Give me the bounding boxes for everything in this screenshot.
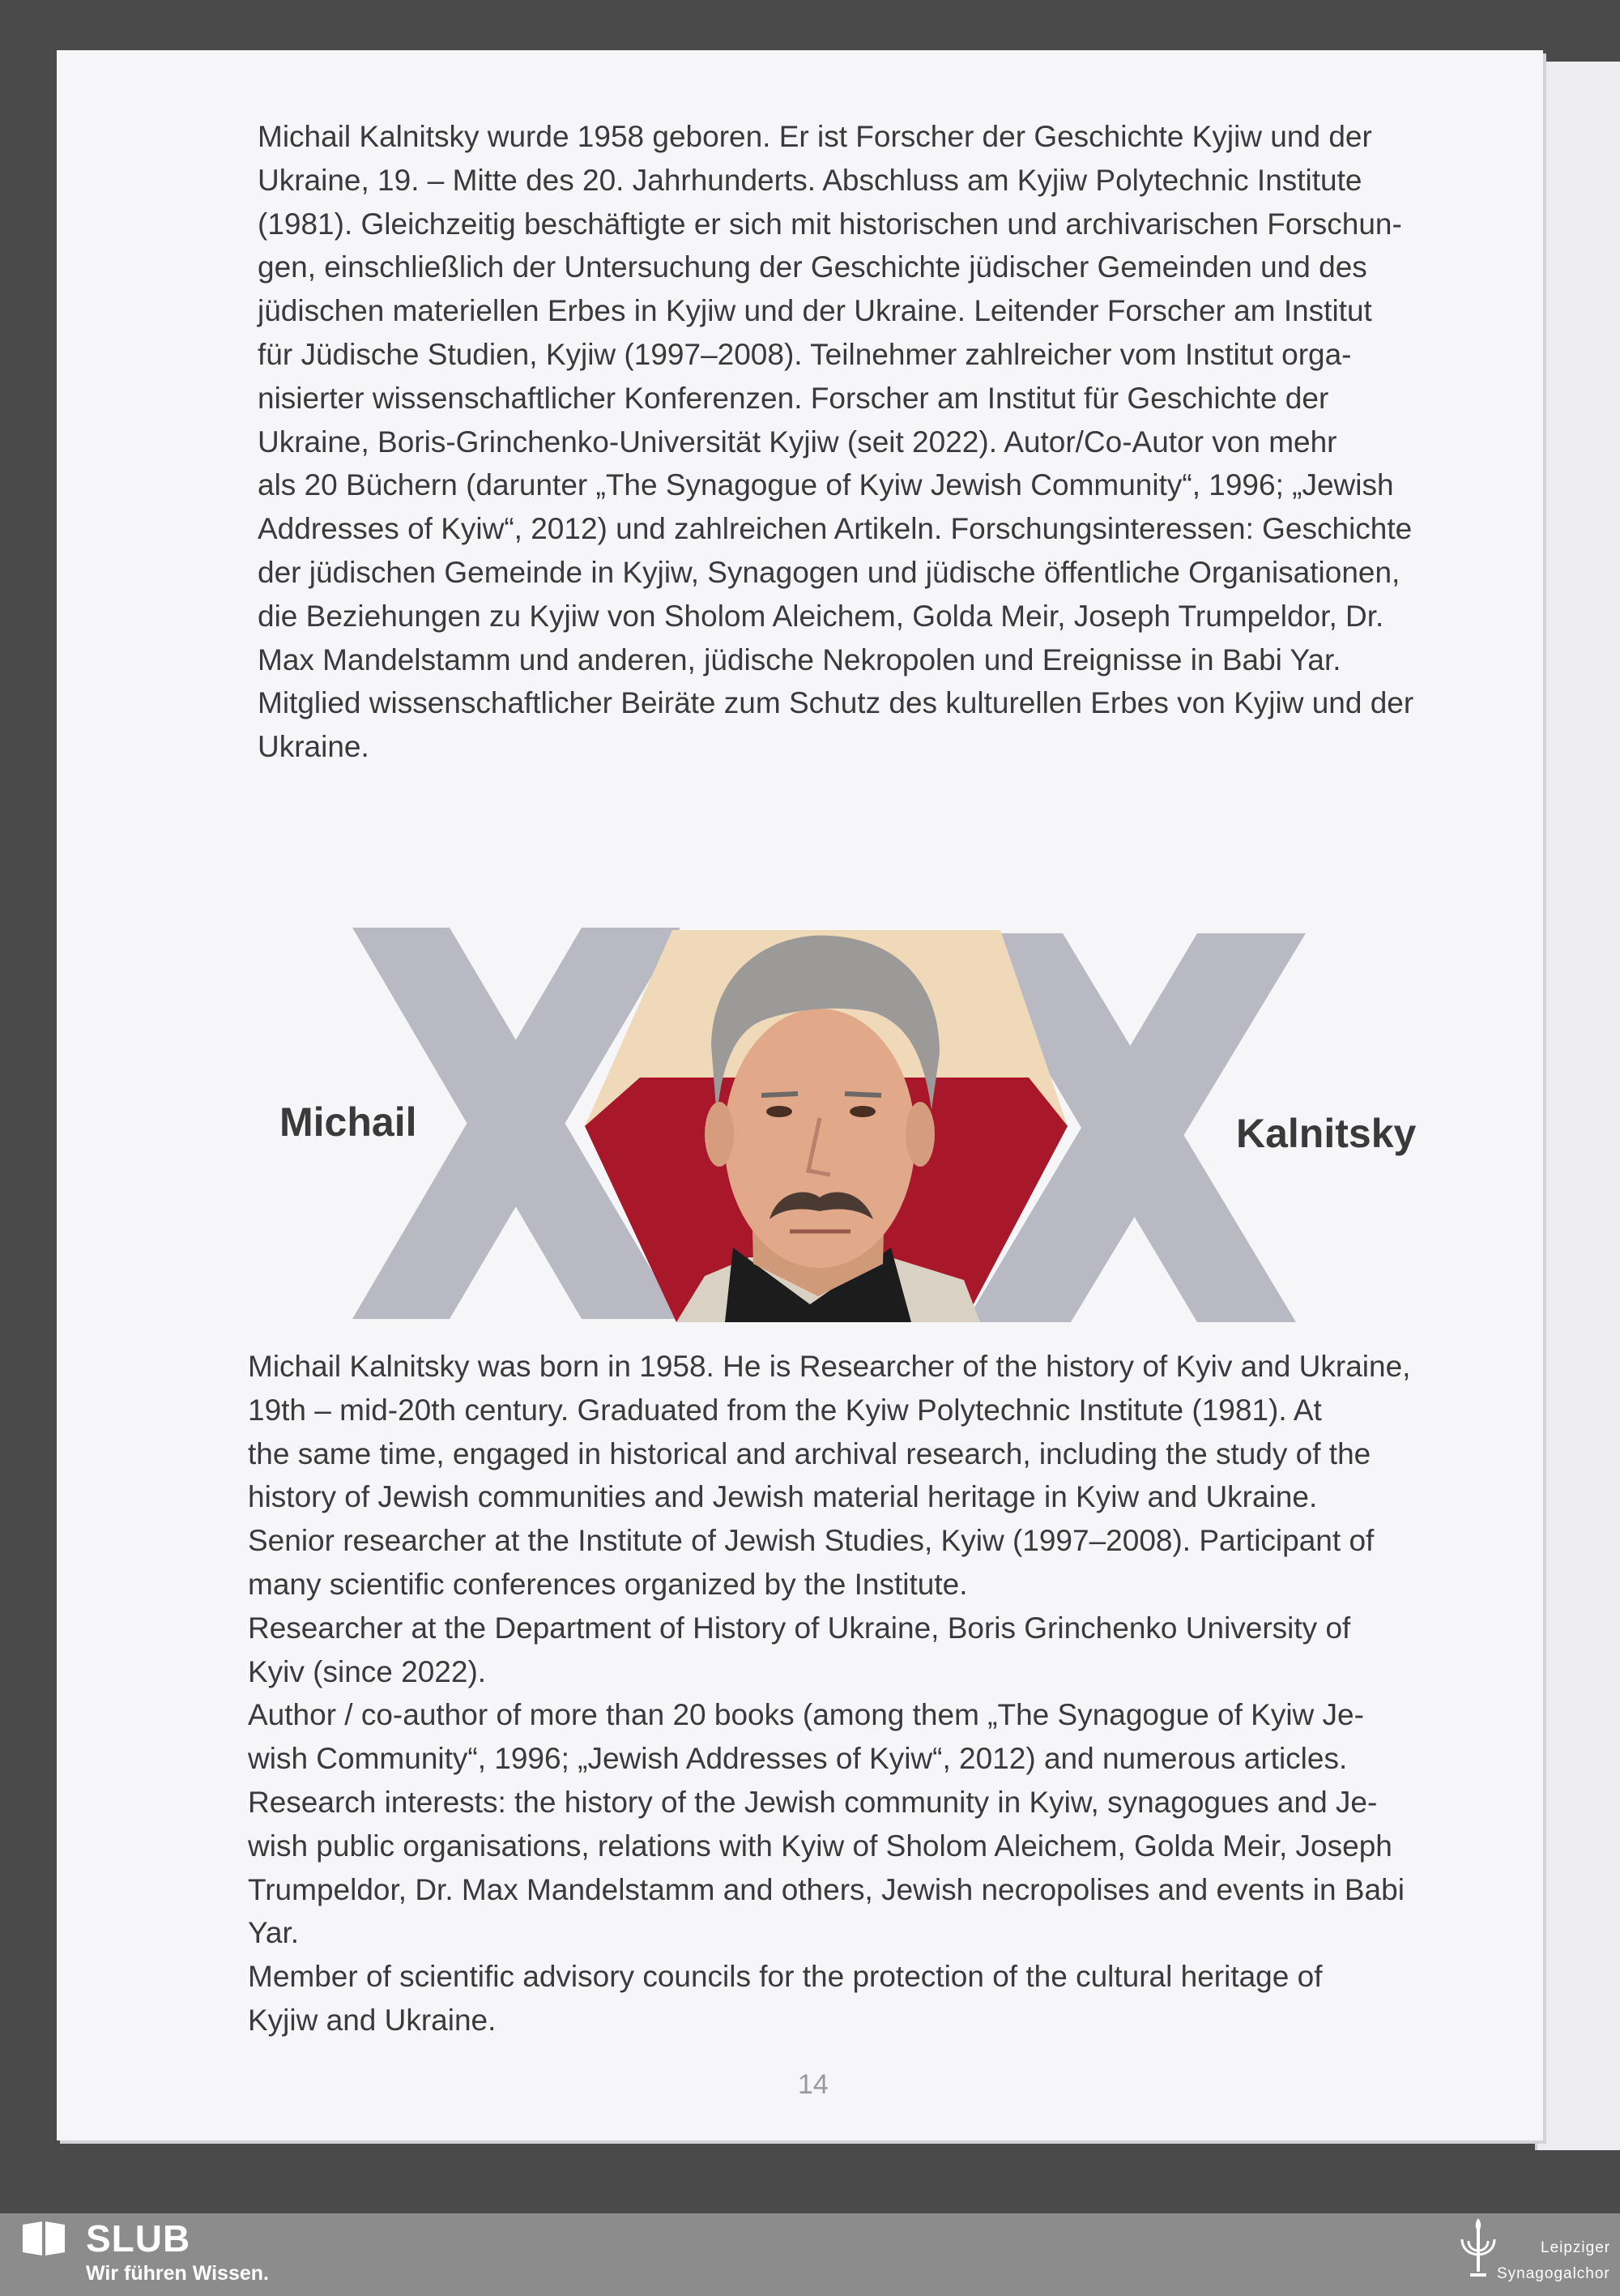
library-name: SLUB [86, 2217, 191, 2260]
choir-name-line2: Synagogalchor [1497, 2265, 1610, 2282]
bio-german: Michail Kalnitsky wurde 1958 geboren. Er ist Forscher der Geschichte Kyjiw und der Ukraine, 19. – Mitte des 20. Jahrhunderts. Abschluss am Kyjiw Polytechnic Institute (1981). Gleichzeitig beschäftigte er sich mit historischen und archivarischen Forschun- gen, einschließlich der Untersuchung der Geschichte jüdischer Gemeinden und des jüdischen materiellen Erbes in Kyjiw und der Ukraine. Leitender Forscher am Institut für Jüdische Studien, Kyjiw (1997–2008). Teilnehmer zahlreicher vom Institut orga- nisierter wissenschaftlicher Konferenzen. Forscher am Institut für Geschichte der Ukraine, Boris-Grinchenko-Universität Kyjiw (seit 2022). Autor/Co-Autor von mehr als 20 Büchern (darunter „The Synagogue of Kyiw Jewish Community“, 1996; „Jewish Addresses of Kyiw“, 2012) und zahlreichen Artikeln. Forschungsinteressen: Geschichte der jüdischen Gemeinde in Kyjiw, Synagogen und jüdische öffentliche Organisationen, die Beziehungen zu Kyjiw von Sholom Aleichem, Golda Meir, Joseph Trumpeldor, Dr. Max Mandelstamm und anderen, jüdische Nekropolen und Ereignisse in Babi Yar. Mitglied wissenschaftlicher Beiräte zum Schutz des kulturellen Erbes von Kyjiw und der Ukraine. [258, 120, 1414, 764]
library-tagline: Wir führen Wissen. [86, 2262, 269, 2285]
menorah-icon [1454, 2215, 1503, 2290]
portrait-photo [585, 930, 1068, 1322]
name-first: Michail [279, 1099, 417, 1145]
name-last: Kalnitsky [1236, 1111, 1417, 1156]
bio-english: Michail Kalnitsky was born in 1958. He is Researcher of the history of Kyiv and Ukraine, 19th – mid-20th century. Graduated from the Kyiw Polytechnic Institute (1981). At the same time, engaged in historical and archival research, including the study of the history of Jewish communities and Jewish material heritage in Kyiw and Ukraine. Senior researcher at the Institute of Jewish Studies, Kyiw (1997–2008). Participant of many scientific conferences organized by the Institute. Researcher at the Department of History of Ukraine, Boris Grinchenko University of Kyiv (since 2022). Author / co-author of more than 20 books (among them „The Synagogue of Kyiw Je- wish Community“, 1996; „Jewish Addresses of Kyiw“, 2012) and numerous articles. Research interests: the history of the Jewish community in Kyiw, synagogues and Je- wish public organisations, relations with Kyiw of Sholom Aleichem, Golda Meir, Joseph Trumpeldor, Dr. Max Mandelstamm and others, Jewish necropolises and events in Babi Yar. Member of scientific advisory councils for the protection of the cultural heritage of Kyjiw and Ukraine. [248, 1350, 1411, 2037]
choir-name-line1: Leipziger [1541, 2239, 1611, 2256]
book-icon [21, 2220, 66, 2257]
page-number: 14 [798, 2069, 829, 2100]
